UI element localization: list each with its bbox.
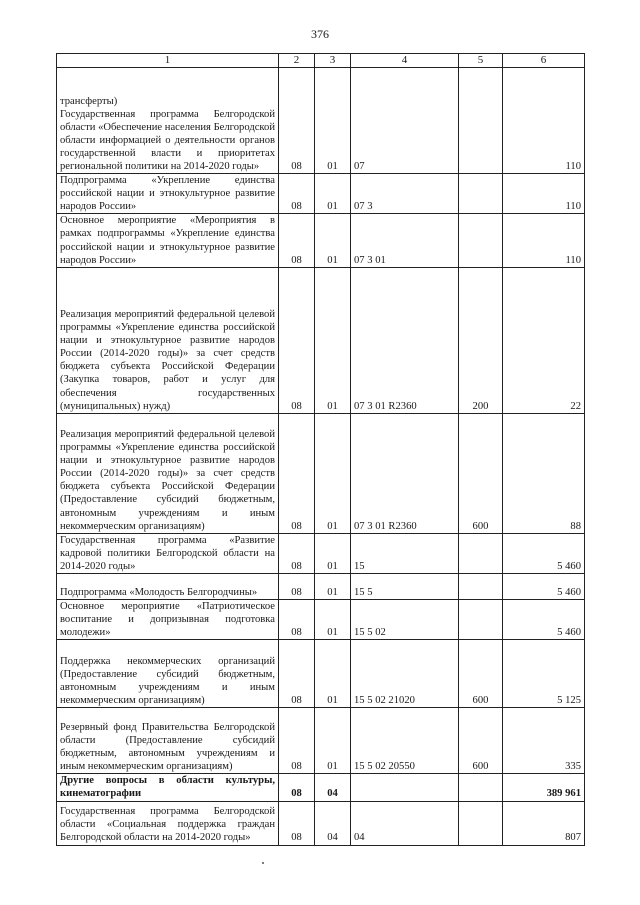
row-name: Государственная программа Белгородской области «Социальная поддержка граждан Белгородской области на 2014-2020 годы»: [57, 801, 279, 845]
row-amount: 110: [503, 214, 585, 267]
row-subsection-code: 01: [315, 533, 351, 573]
header-col-3: 3: [315, 54, 351, 68]
table-row: [57, 574, 585, 600]
row-name: Реализация мероприятий федеральной целевой программы «Укрепление единства российской нации и этнокультурное развитие народов России (2014-2020 годы)» за счет средств бюджета субъекта Российской Федерации (Закупка товаров, работ и услуг для обеспечения государственных (муниципальных) нужд): [57, 267, 279, 413]
table-row: [57, 801, 585, 845]
header-col-5: 5: [459, 54, 503, 68]
row-section-code: 08: [279, 774, 315, 801]
row-target-article: 15 5 02 20550: [351, 708, 459, 774]
row-amount: 22: [503, 267, 585, 413]
table-row: [57, 214, 585, 267]
header-col-4: 4: [351, 54, 459, 68]
row-subsection-code: 01: [315, 708, 351, 774]
row-name: Реализация мероприятий федеральной целевой программы «Укрепление единства российской нации и этнокультурное развитие народов России (2014-2020 годы)» за счет средств бюджета субъекта Российской Федерации (Предоставление субсидий бюджетным, автономным учреждениям и иным некоммерческим организациям): [57, 413, 279, 533]
table-row: [57, 174, 585, 214]
header-row: [57, 54, 585, 68]
row-subsection-code: 04: [315, 801, 351, 845]
row-subsection-code: 01: [315, 214, 351, 267]
row-subsection-code: 01: [315, 174, 351, 214]
row-subsection-code: 01: [315, 413, 351, 533]
row-amount: 5 460: [503, 600, 585, 640]
row-expense-type: [459, 533, 503, 573]
row-name: Подпрограмма «Укрепление единства российской нации и этнокультурное развитие народов России»: [57, 174, 279, 214]
table-row: [57, 267, 585, 413]
row-target-article: 15 5 02: [351, 600, 459, 640]
row-name: трансферты) Государственная программа Белгородской области «Обеспечение населения Белгородской области информацией о деятельности органов государственной власти и приоритетах региональной политики на 2014-2020 годы»: [57, 68, 279, 174]
row-amount: 5 460: [503, 533, 585, 573]
row-amount: 335: [503, 708, 585, 774]
scan-dot: [262, 862, 264, 864]
table-row: [57, 68, 585, 174]
row-target-article: 07: [351, 68, 459, 174]
row-expense-type: [459, 600, 503, 640]
row-section-code: 08: [279, 600, 315, 640]
row-expense-type: [459, 801, 503, 845]
row-target-article: 15: [351, 533, 459, 573]
table-row: [57, 774, 585, 801]
row-name: Резервный фонд Правительства Белгородской области (Предоставление субсидий бюджетным, автономным учреждениям и иным некоммерческим организациям): [57, 708, 279, 774]
row-expense-type: 200: [459, 267, 503, 413]
table-row: [57, 640, 585, 708]
row-target-article: [351, 774, 459, 801]
row-subsection-code: 01: [315, 640, 351, 708]
table-row: [57, 708, 585, 774]
header-col-2: 2: [279, 54, 315, 68]
table-row: [57, 600, 585, 640]
header-col-6: 6: [503, 54, 585, 68]
header-col-1: 1: [57, 54, 279, 68]
row-subsection-code: 04: [315, 774, 351, 801]
row-section-code: 08: [279, 267, 315, 413]
row-subsection-code: 01: [315, 267, 351, 413]
row-section-code: 08: [279, 214, 315, 267]
row-amount: 5 460: [503, 574, 585, 600]
row-name: Поддержка некоммерческих организаций (Предоставление субсидий бюджетным, автономным учреждениям и иным некоммерческим организациям): [57, 640, 279, 708]
row-name: Основное мероприятие «Мероприятия в рамках подпрограммы «Укрепление единства российской нации и этнокультурное развитие народов России»: [57, 214, 279, 267]
row-section-code: 08: [279, 533, 315, 573]
row-target-article: 07 3 01 R2360: [351, 413, 459, 533]
page-number: 376: [311, 27, 329, 41]
row-expense-type: [459, 174, 503, 214]
row-target-article: 15 5 02 21020: [351, 640, 459, 708]
row-section-code: 08: [279, 68, 315, 174]
row-name: Государственная программа «Развитие кадровой политики Белгородской области на 2014-2020 годы»: [57, 533, 279, 573]
row-expense-type: 600: [459, 640, 503, 708]
row-subsection-code: 01: [315, 600, 351, 640]
row-section-code: 08: [279, 708, 315, 774]
row-subsection-code: 01: [315, 574, 351, 600]
row-amount: 5 125: [503, 640, 585, 708]
row-amount: 88: [503, 413, 585, 533]
row-section-code: 08: [279, 574, 315, 600]
row-target-article: 15 5: [351, 574, 459, 600]
row-name: Подпрограмма «Молодость Белгородчины»: [57, 574, 279, 600]
table-row: [57, 413, 585, 533]
row-amount: 389 961: [503, 774, 585, 801]
row-target-article: 07 3 01: [351, 214, 459, 267]
row-section-code: 08: [279, 801, 315, 845]
row-target-article: 07 3 01 R2360: [351, 267, 459, 413]
row-section-code: 08: [279, 174, 315, 214]
row-target-article: 07 3: [351, 174, 459, 214]
row-expense-type: [459, 214, 503, 267]
row-amount: 110: [503, 174, 585, 214]
row-section-code: 08: [279, 413, 315, 533]
row-expense-type: [459, 774, 503, 801]
row-expense-type: [459, 68, 503, 174]
row-target-article: 04: [351, 801, 459, 845]
row-name: Другие вопросы в области культуры, кинематографии: [57, 774, 279, 801]
budget-table: [56, 53, 585, 846]
row-amount: 110: [503, 68, 585, 174]
row-expense-type: 600: [459, 413, 503, 533]
row-section-code: 08: [279, 640, 315, 708]
row-subsection-code: 01: [315, 68, 351, 174]
row-name: Основное мероприятие «Патриотическое воспитание и допризывная подготовка молодежи»: [57, 600, 279, 640]
row-amount: 807: [503, 801, 585, 845]
table-row: [57, 533, 585, 573]
row-expense-type: [459, 574, 503, 600]
row-expense-type: 600: [459, 708, 503, 774]
